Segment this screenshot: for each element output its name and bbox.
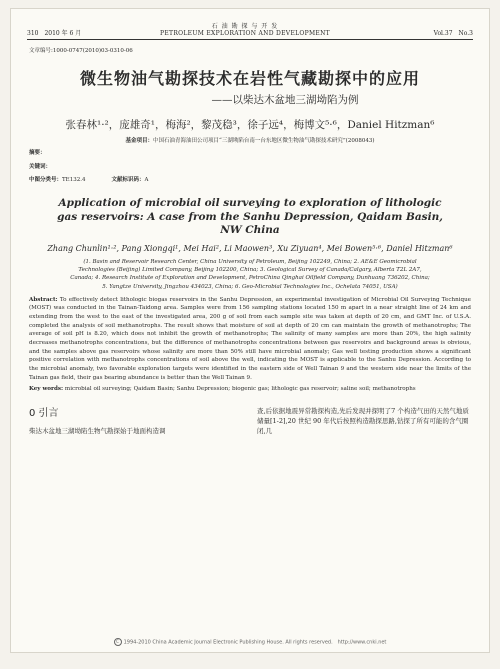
journal-page xyxy=(10,8,490,653)
abstract-en-text: To effectively detect lithologic biogas reservoirs in the Sanhu Depression, an experimental investigation of Microbial Oil Surveying Technique (MOST) was conducted in the Tainan-Taidong area. Samples were from 156 sampling stations located 150 m apart in a near straight line of 24 km and extending from the west to the east of the investigated area, 200 g of soil from each sample site was taken at depth of 20 cm, and GMT Inc. of U.S.A. completed the analysis of soil methanotrophs. The result shows that moisture of soil at depth of 20 cm can maintain the growth of methanotrophs; The average of soil pH is 8.20, which does not inhibit the growth of methanotrophs; The salinity of many samples are more than 20%, the high salinity decreases methanotrophs concentrations, but the difference of methanotrophs concentrations between gas reservoirs and background areas is obvious, and the samples above gas reservoirs whose salinity are more than 50% still have microbial anomaly; Gas well testing production shows a significant positive correlation with methanotrophs concentrations of soil above the well, indicating the MOST is applicable to the Sanhu Depression. According to the microbial anomaly, two favorable exploration targets were identified in the eastern side of Well Tainan 9 and the western side near the limits of the Tainan gas field, their gas bearing abundance is better than the Well Tainan 9. xyxy=(29,296,471,381)
volume-issue: Vol.37 No.3 xyxy=(433,30,473,38)
fund-text: 中国石油青海油田公司项目“三湖坳陷台南一台东地区微生物油气勘探技术研究”(2008043) xyxy=(153,138,375,145)
body-left-column xyxy=(29,406,243,437)
body-right-column xyxy=(257,406,471,437)
abstract-cn-label: 摘要： xyxy=(29,150,46,157)
copyright-icon: C xyxy=(114,638,122,646)
article-id: 文章编号:1000-0747(2010)03-0310-06 xyxy=(29,48,133,55)
keywords-en-label: Key words: xyxy=(29,386,64,393)
title-en: Application of microbial oil surveying to exploration of lithologic gas reservoirs: A case from the Sanhu Depression, Qaidam Basin, NW China xyxy=(57,196,443,237)
classification-line xyxy=(29,175,471,183)
journal-name xyxy=(87,23,403,37)
fund-label: 基金项目： xyxy=(125,138,154,145)
intro-left-text: 柴达木盆地三湖坳陷生物气勘探始于地面构造调 xyxy=(29,427,166,436)
running-header xyxy=(27,23,473,40)
authors-cn: 张春林¹·²，庞雄奇¹，梅海²，黎茂稳³，徐子远⁴，梅博文⁵·⁶，Daniel Hitzman⁶ xyxy=(65,119,435,132)
abstract-en xyxy=(29,296,471,383)
abstract-en-label: Abstract: xyxy=(29,296,58,303)
body-columns xyxy=(29,406,471,437)
fund-cn xyxy=(55,136,445,144)
front-matter xyxy=(29,46,471,436)
copyright-text: 1994-2010 China Academic Journal Electronic Publishing House. All rights reserved. http://www.cnki.net xyxy=(123,639,387,646)
clc-code: 中图分类号：TE132.4 xyxy=(29,176,86,183)
journal-name-en: PETROLEUM EXPLORATION AND DEVELOPMENT xyxy=(160,30,330,38)
keywords-en xyxy=(29,385,471,393)
intro-right-text: 查,后依据地震异常勘探构造,先后发现并探明了7 个构造气田的天然气地质储量[1-2],20 世纪 90 年代后按照构造勘探思路,钻探了所有可能的含气圈闭,几 xyxy=(257,406,469,435)
journal-name-cn: 石 油 勘 探 与 开 发 xyxy=(211,23,279,30)
keywords-cn-label: 关键词： xyxy=(29,163,52,170)
subtitle-cn: ——以柴达木盆地三湖坳陷为例 xyxy=(211,94,359,107)
keywords-cn xyxy=(29,163,471,171)
keywords-en-text: microbial oil surveying; Qaidam Basin; Sanhu Depression; biogenic gas; lithologic gas reservoir; saline soil; methanotrophs xyxy=(64,386,416,393)
intro-heading: 0 引言 xyxy=(29,407,59,419)
abstract-cn xyxy=(29,149,471,157)
title-cn: 微生物油气勘探技术在岩性气藏勘探中的应用 xyxy=(79,69,420,89)
authors-en: Zhang Chunlin¹·², Pang Xiongqi¹, Mei Hai², Li Maowen³, Xu Ziyuan⁴, Mei Bowen⁵·⁶, Daniel Hitzman⁶ xyxy=(47,243,453,253)
copyright-footer xyxy=(11,638,489,646)
doc-code: 文献标识码：A xyxy=(111,176,149,183)
page-number-date: 310 2010 年 6 月 xyxy=(27,30,82,38)
affiliations-en: (1. Basin and Reservoir Research Center, China University of Petroleum, Beijing 102249, China; 2. AE&E Geomicrobial Technologies (Beijing) Limited Company, Beijing 102200, China; 3. Geological Survey of Canada/Calgary, Alberta T2L 2A7, Canada; 4. Research Institute of Exploration and Development, PetroChina Qinghai Oilfield Company, Dunhuang 736202, China; 5. Yangtze University, Jingzhou 434023, China; 6. Geo-Microbial Technologies Inc., Ochelata 74051, USA) xyxy=(70,258,430,290)
